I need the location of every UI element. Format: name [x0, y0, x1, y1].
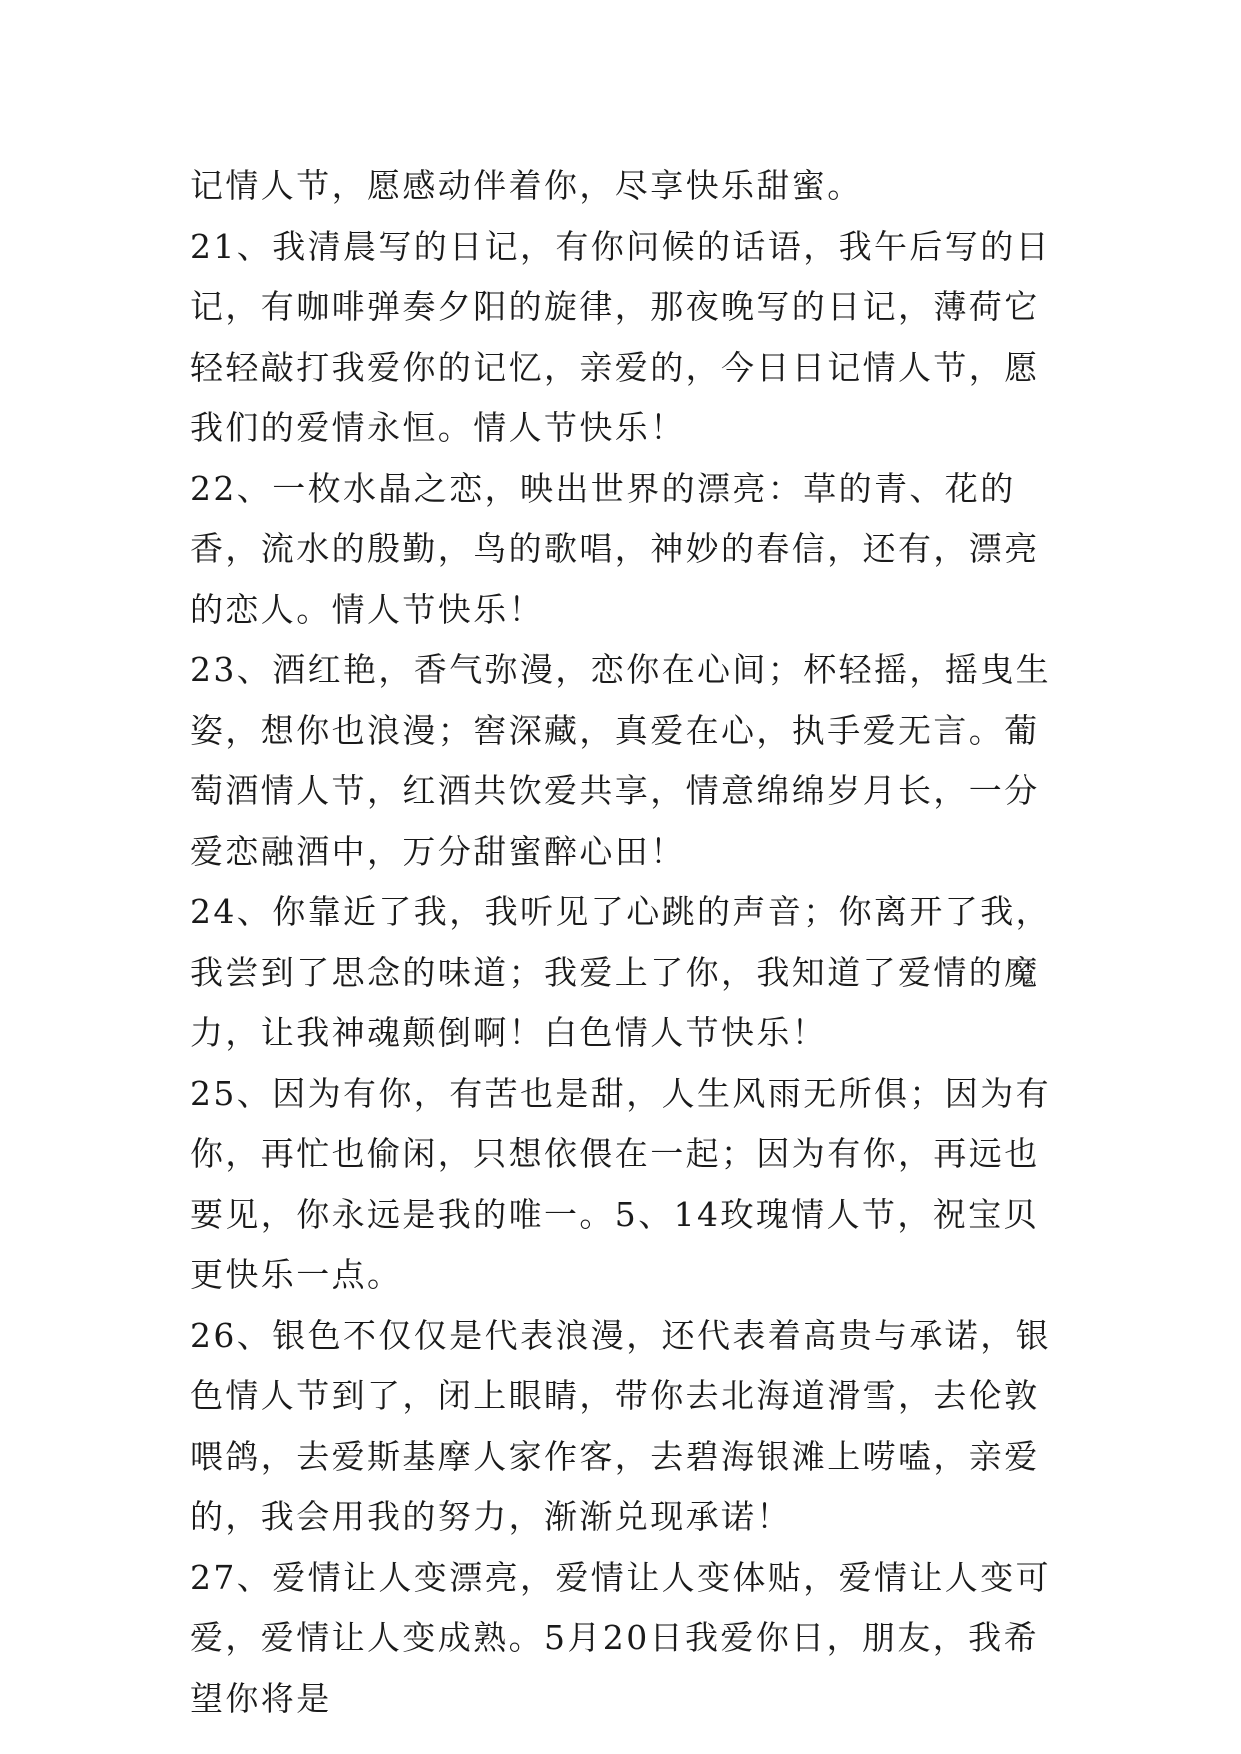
paragraph-25: 25、因为有你，有苦也是甜，人生风雨无所俱；因为有你，再忙也偷闲，只想依偎在一起；因为有你，再远也要见，你永远是我的唯一。5、14玫瑰情人节，祝宝贝更快乐一点。	[190, 1073, 1051, 1294]
paragraph-23: 23、酒红艳，香气弥漫，恋你在心间；杯轻摇，摇曳生姿，想你也浪漫；窖深藏，真爱在心，执手爱无言。葡萄酒情人节，红酒共饮爱共享，情意绵绵岁月长，一分爱恋融酒中，万分甜蜜醉心田！	[190, 650, 1051, 871]
paragraph-27: 27、爱情让人变漂亮，爱情让人变体贴，爱情让人变可爱，爱情让人变成熟。5月20日我爱你日，朋友，我希望你将是	[190, 1557, 1051, 1718]
paragraph-22: 22、一枚水晶之恋，映出世界的漂亮：草的青、花的香，流水的殷勤，鸟的歌唱，神妙的春信，还有，漂亮的恋人。情人节快乐！	[190, 468, 1040, 629]
document-body	[190, 156, 1060, 1729]
paragraph-continuation: 记情人节，愿感动伴着你，尽享快乐甜蜜。	[190, 166, 863, 205]
paragraph-21: 21、我清晨写的日记，有你问候的话语，我午后写的日记，有咖啡弹奏夕阳的旋律，那夜晚写的日记，薄荷它轻轻敲打我爱你的记忆，亲爱的，今日日记情人节，愿我们的爱情永恒。情人节快乐！	[190, 226, 1051, 447]
paragraph-24: 24、你靠近了我，我听见了心跳的声音；你离开了我，我尝到了思念的味道；我爱上了你，我知道了爱情的魔力，让我神魂颠倒啊！白色情人节快乐！	[190, 892, 1051, 1052]
paragraph-26: 26、银色不仅仅是代表浪漫，还代表着高贵与承诺，银色情人节到了，闭上眼睛，带你去北海道滑雪，去伦敦喂鸽，去爱斯基摩人家作客，去碧海银滩上唠嗑，亲爱的，我会用我的努力，渐渐兑现承诺！	[190, 1315, 1051, 1536]
